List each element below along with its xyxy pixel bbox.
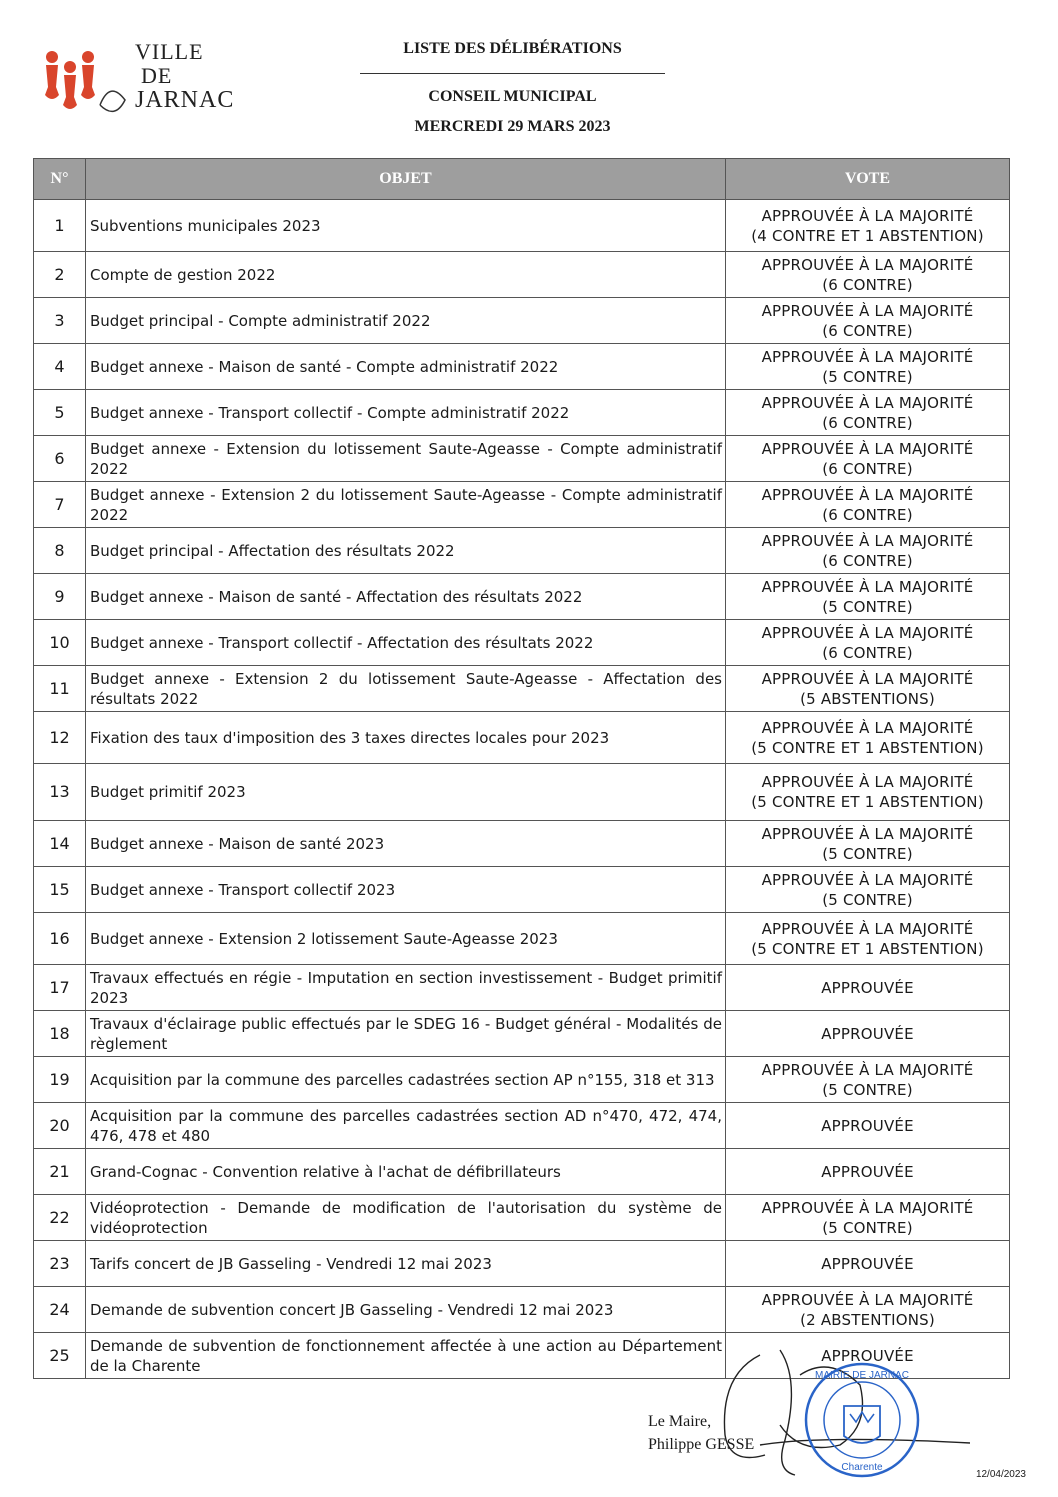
row-objet: Budget annexe - Maison de santé - Compte administratif 2022 <box>86 344 726 390</box>
row-vote <box>726 528 1010 574</box>
row-objet: Budget annexe - Extension du lotissement Saute-Ageasse - Compte administratif 2022 <box>86 436 726 482</box>
vote-detail: (6 CONTRE) <box>822 321 913 340</box>
vote-result: APPROUVÉE <box>821 1024 914 1043</box>
row-number: 10 <box>34 620 86 666</box>
row-number: 21 <box>34 1149 86 1195</box>
row-number: 9 <box>34 574 86 620</box>
row-objet: Demande de subvention de fonctionnement affectée à une action au Département de la Charente <box>86 1333 726 1379</box>
row-vote <box>726 574 1010 620</box>
row-number: 6 <box>34 436 86 482</box>
row-number: 13 <box>34 764 86 821</box>
vote-detail: (5 CONTRE) <box>822 1218 913 1237</box>
table-row <box>34 252 1010 298</box>
vote-result: APPROUVÉE À LA MAJORITÉ <box>761 1290 974 1309</box>
logo-wordmark <box>135 40 234 112</box>
vote-detail: (2 ABSTENTIONS) <box>800 1310 935 1329</box>
vote-result: APPROUVÉE À LA MAJORITÉ <box>761 718 974 737</box>
row-objet: Acquisition par la commune des parcelles cadastrées section AD n°470, 472, 474, 476, 478 et 480 <box>86 1103 726 1149</box>
table-row <box>34 1287 1010 1333</box>
row-vote <box>726 620 1010 666</box>
row-objet: Budget principal - Affectation des résultats 2022 <box>86 528 726 574</box>
row-objet: Budget annexe - Transport collectif - Compte administratif 2022 <box>86 390 726 436</box>
row-number: 14 <box>34 821 86 867</box>
vote-result: APPROUVÉE <box>821 1116 914 1135</box>
meeting-date: MERCREDI 29 MARS 2023 <box>414 118 611 135</box>
row-number: 5 <box>34 390 86 436</box>
row-objet: Demande de subvention concert JB Gasseling - Vendredi 12 mai 2023 <box>86 1287 726 1333</box>
vote-result: APPROUVÉE À LA MAJORITÉ <box>761 301 974 320</box>
row-vote <box>726 1149 1010 1195</box>
vote-detail: (6 CONTRE) <box>822 551 913 570</box>
row-number: 12 <box>34 712 86 764</box>
row-number: 7 <box>34 482 86 528</box>
row-objet: Budget annexe - Extension 2 lotissement Saute-Ageasse 2023 <box>86 913 726 965</box>
row-objet: Budget primitif 2023 <box>86 764 726 821</box>
table-row <box>34 1103 1010 1149</box>
row-vote <box>726 344 1010 390</box>
row-number: 1 <box>34 200 86 252</box>
vote-result: APPROUVÉE À LA MAJORITÉ <box>761 347 974 366</box>
vote-result: APPROUVÉE À LA MAJORITÉ <box>761 485 974 504</box>
svg-text:MAIRIE DE JARNAC: MAIRIE DE JARNAC <box>815 1370 909 1381</box>
row-vote <box>726 1057 1010 1103</box>
row-vote <box>726 913 1010 965</box>
row-number: 4 <box>34 344 86 390</box>
col-header-vote: VOTE <box>726 159 1010 200</box>
row-number: 23 <box>34 1241 86 1287</box>
row-vote <box>726 1103 1010 1149</box>
row-number: 3 <box>34 298 86 344</box>
table-row <box>34 913 1010 965</box>
document-date: 12/04/2023 <box>975 1469 1026 1480</box>
row-number: 19 <box>34 1057 86 1103</box>
row-vote <box>726 1241 1010 1287</box>
table-row <box>34 298 1010 344</box>
jarnac-figures-icon <box>40 45 130 120</box>
table-row <box>34 1011 1010 1057</box>
row-objet: Travaux d'éclairage public effectués par le SDEG 16 - Budget général - Modalités de règlement <box>86 1011 726 1057</box>
vote-result: APPROUVÉE À LA MAJORITÉ <box>761 439 974 458</box>
vote-result: APPROUVÉE À LA MAJORITÉ <box>761 919 974 938</box>
table-row <box>34 712 1010 764</box>
row-number: 20 <box>34 1103 86 1149</box>
vote-detail: (4 CONTRE ET 1 ABSTENTION) <box>751 226 984 245</box>
row-objet: Tarifs concert de JB Gasseling - Vendredi 12 mai 2023 <box>86 1241 726 1287</box>
row-number: 16 <box>34 913 86 965</box>
table-row <box>34 1057 1010 1103</box>
vote-result: APPROUVÉE À LA MAJORITÉ <box>761 577 974 596</box>
vote-detail: (5 CONTRE) <box>822 597 913 616</box>
row-objet: Grand-Cognac - Convention relative à l'achat de défibrillateurs <box>86 1149 726 1195</box>
row-objet: Budget annexe - Extension 2 du lotissement Saute-Ageasse - Affectation des résultats 2022 <box>86 666 726 712</box>
col-header-number: N° <box>34 159 86 200</box>
row-objet: Budget annexe - Maison de santé 2023 <box>86 821 726 867</box>
meeting-name: CONSEIL MUNICIPAL <box>428 88 597 105</box>
row-vote <box>726 821 1010 867</box>
row-number: 18 <box>34 1011 86 1057</box>
table-header-row <box>34 159 1010 200</box>
vote-detail: (5 CONTRE) <box>822 367 913 386</box>
row-objet: Acquisition par la commune des parcelles cadastrées section AP n°155, 318 et 313 <box>86 1057 726 1103</box>
table-row <box>34 528 1010 574</box>
title-divider <box>360 73 665 74</box>
vote-detail: (6 CONTRE) <box>822 459 913 478</box>
vote-result: APPROUVÉE À LA MAJORITÉ <box>761 773 974 791</box>
vote-detail: (6 CONTRE) <box>822 505 913 524</box>
row-objet: Travaux effectués en régie - Imputation en section investissement - Budget primitif 2023 <box>86 965 726 1011</box>
vote-detail: (6 CONTRE) <box>822 643 913 662</box>
row-vote <box>726 436 1010 482</box>
vote-detail: (5 CONTRE ET 1 ABSTENTION) <box>751 793 984 811</box>
vote-result: APPROUVÉE À LA MAJORITÉ <box>761 255 974 274</box>
vote-detail: (5 CONTRE ET 1 ABSTENTION) <box>751 939 984 958</box>
vote-result: APPROUVÉE À LA MAJORITÉ <box>761 206 974 225</box>
row-objet: Budget annexe - Maison de santé - Affectation des résultats 2022 <box>86 574 726 620</box>
table-row <box>34 666 1010 712</box>
logo-line3: JARNAC <box>135 87 235 113</box>
vote-result: APPROUVÉE <box>821 1346 914 1365</box>
vote-result: APPROUVÉE À LA MAJORITÉ <box>761 1198 974 1217</box>
row-vote <box>726 867 1010 913</box>
vote-result: APPROUVÉE À LA MAJORITÉ <box>761 824 974 843</box>
table-row <box>34 620 1010 666</box>
vote-result: APPROUVÉE <box>821 1254 914 1273</box>
row-vote <box>726 482 1010 528</box>
row-vote <box>726 1011 1010 1057</box>
logo-line2: DE <box>141 63 173 88</box>
row-vote <box>726 965 1010 1011</box>
row-vote <box>726 200 1010 252</box>
row-vote <box>726 1287 1010 1333</box>
table-row <box>34 1149 1010 1195</box>
table-row <box>34 200 1010 252</box>
row-number: 17 <box>34 965 86 1011</box>
row-number: 15 <box>34 867 86 913</box>
vote-detail: (6 CONTRE) <box>822 275 913 294</box>
row-vote <box>726 712 1010 764</box>
vote-detail: (5 CONTRE) <box>822 1080 913 1099</box>
row-objet: Budget annexe - Transport collectif 2023 <box>86 867 726 913</box>
table-body <box>34 200 1010 1379</box>
vote-detail: (5 ABSTENTIONS) <box>800 689 935 708</box>
vote-detail: (5 CONTRE ET 1 ABSTENTION) <box>751 738 984 757</box>
table-row <box>34 965 1010 1011</box>
vote-result: APPROUVÉE À LA MAJORITÉ <box>761 870 974 889</box>
row-vote <box>726 764 1010 821</box>
logo-line1: VILLE <box>135 39 204 64</box>
row-number: 22 <box>34 1195 86 1241</box>
table-row <box>34 436 1010 482</box>
signatory-name: Philippe GESSE <box>648 1436 755 1453</box>
vote-detail: (5 CONTRE) <box>822 844 913 863</box>
row-vote <box>726 666 1010 712</box>
table-row <box>34 390 1010 436</box>
row-objet: Compte de gestion 2022 <box>86 252 726 298</box>
vote-detail: (5 CONTRE) <box>822 890 913 909</box>
row-objet: Budget annexe - Extension 2 du lotissement Saute-Ageasse - Compte administratif 2022 <box>86 482 726 528</box>
document-title: LISTE DES DÉLIBÉRATIONS <box>403 40 622 57</box>
vote-result: APPROUVÉE À LA MAJORITÉ <box>761 531 974 550</box>
official-stamp <box>800 1358 925 1483</box>
vote-result: APPROUVÉE À LA MAJORITÉ <box>761 393 974 412</box>
vote-detail: (6 CONTRE) <box>822 413 913 432</box>
deliberations-table <box>33 158 1010 1379</box>
row-number: 2 <box>34 252 86 298</box>
col-header-objet: OBJET <box>86 159 726 200</box>
row-vote <box>726 1195 1010 1241</box>
town-logo <box>40 39 235 120</box>
vote-result: APPROUVÉE <box>821 978 914 997</box>
row-vote <box>726 298 1010 344</box>
vote-result: APPROUVÉE À LA MAJORITÉ <box>761 623 974 642</box>
signatory-title: Le Maire, <box>648 1413 712 1430</box>
table-row <box>34 482 1010 528</box>
table-row <box>34 344 1010 390</box>
table-row <box>34 821 1010 867</box>
row-number: 11 <box>34 666 86 712</box>
vote-result: APPROUVÉE À LA MAJORITÉ <box>761 669 974 688</box>
row-vote <box>726 252 1010 298</box>
row-number: 8 <box>34 528 86 574</box>
row-objet: Fixation des taux d'imposition des 3 taxes directes locales pour 2023 <box>86 712 726 764</box>
vote-result: APPROUVÉE À LA MAJORITÉ <box>761 1060 974 1079</box>
svg-text:Charente: Charente <box>841 1462 883 1473</box>
table-row <box>34 1241 1010 1287</box>
row-number: 24 <box>34 1287 86 1333</box>
row-objet: Budget annexe - Transport collectif - Affectation des résultats 2022 <box>86 620 726 666</box>
row-objet: Budget principal - Compte administratif 2022 <box>86 298 726 344</box>
table-row <box>34 867 1010 913</box>
table-row <box>34 764 1010 821</box>
row-objet: Vidéoprotection - Demande de modification de l'autorisation du système de vidéoprotection <box>86 1195 726 1241</box>
table-row <box>34 1195 1010 1241</box>
vote-result: APPROUVÉE <box>821 1162 914 1181</box>
row-number: 25 <box>34 1333 86 1379</box>
row-objet: Subventions municipales 2023 <box>86 200 726 252</box>
row-vote <box>726 390 1010 436</box>
table-row <box>34 574 1010 620</box>
